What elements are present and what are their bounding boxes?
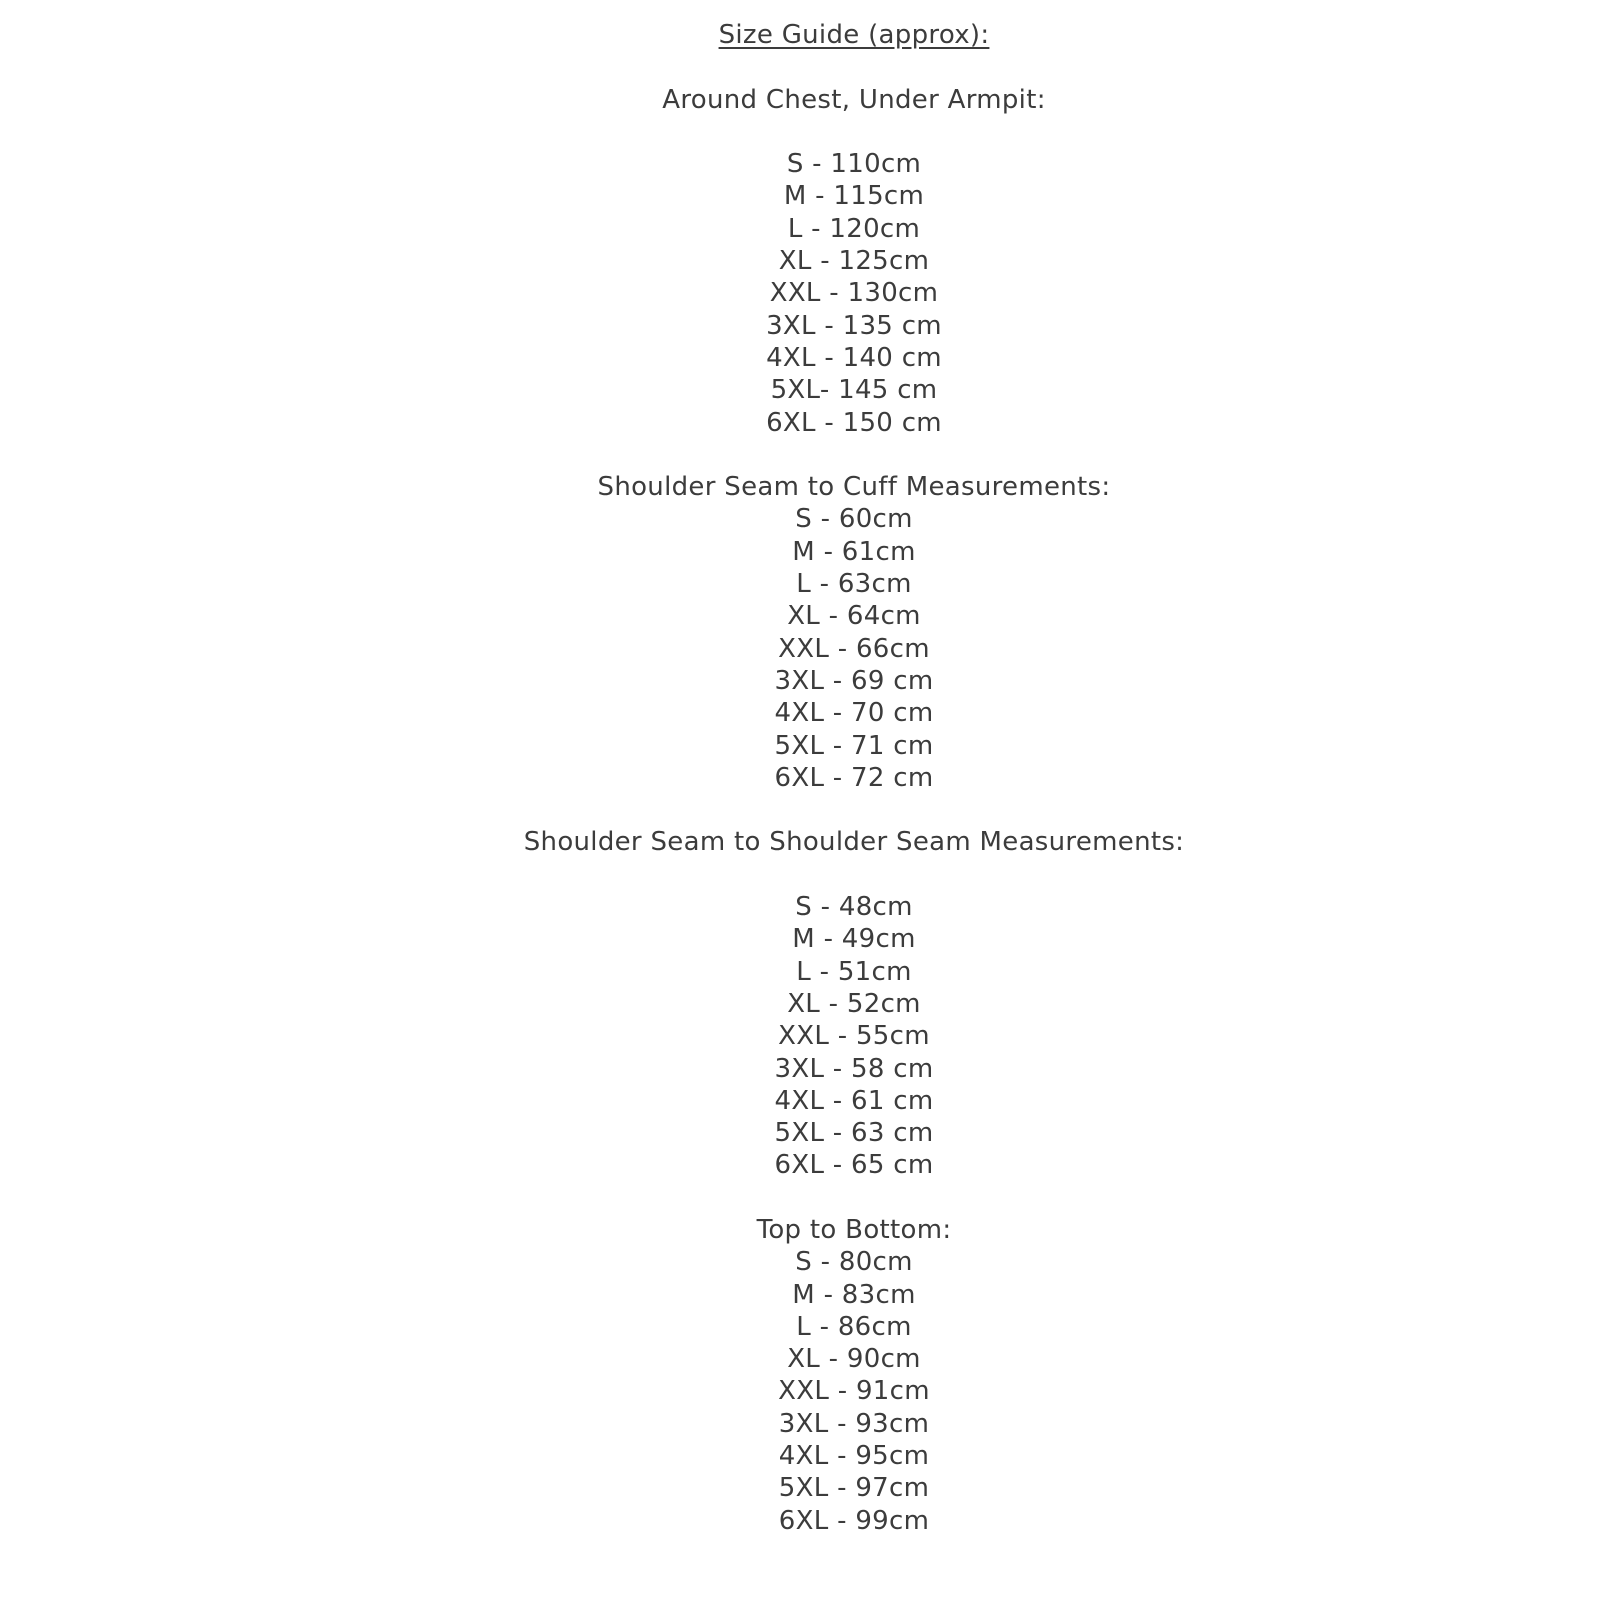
- section-around-chest: [108, 84, 1600, 439]
- size-entry: L - 86cm: [796, 1311, 912, 1342]
- section-heading: Shoulder Seam to Cuff Measurements:: [597, 472, 1111, 503]
- section-shoulder-to-cuff: [108, 471, 1600, 794]
- section-top-to-bottom: [108, 1214, 1600, 1537]
- section-heading: Around Chest, Under Armpit:: [662, 84, 1046, 115]
- size-entry: XL - 64cm: [787, 601, 921, 632]
- size-entry: XXL - 55cm: [778, 1021, 930, 1052]
- spacer: [108, 794, 1600, 826]
- size-entry: 3XL - 58 cm: [774, 1053, 934, 1084]
- size-entry: 3XL - 69 cm: [774, 665, 934, 696]
- size-entry: S - 60cm: [795, 504, 913, 535]
- size-entry: S - 110cm: [786, 149, 922, 180]
- size-list-shoulder-to-cuff: [108, 503, 1600, 794]
- size-entry: 4XL - 61 cm: [774, 1085, 934, 1116]
- size-entry: M - 115cm: [783, 181, 925, 212]
- size-entry: L - 120cm: [787, 213, 921, 244]
- spacer: [108, 51, 1600, 83]
- section-heading: Shoulder Seam to Shoulder Seam Measurements:: [523, 827, 1185, 858]
- section-shoulder-to-shoulder: [108, 826, 1600, 1181]
- size-entry: 6XL - 150 cm: [766, 407, 942, 438]
- spacer: [108, 1182, 1600, 1214]
- size-entry: 5XL - 71 cm: [774, 730, 934, 761]
- spacer: [108, 859, 1600, 891]
- size-entry: 4XL - 95cm: [778, 1441, 930, 1472]
- size-entry: 5XL - 97cm: [778, 1473, 930, 1504]
- size-entry: XL - 52cm: [787, 988, 921, 1019]
- size-entry: S - 48cm: [795, 892, 913, 923]
- size-entry: 5XL - 63 cm: [774, 1118, 934, 1149]
- size-entry: 4XL - 140 cm: [766, 342, 942, 373]
- size-entry: M - 49cm: [792, 924, 916, 955]
- size-entry: XL - 90cm: [787, 1344, 921, 1375]
- spacer: [108, 439, 1600, 471]
- size-entry: XXL - 91cm: [778, 1376, 930, 1407]
- size-list-around-chest: [108, 148, 1600, 439]
- size-entry: XXL - 66cm: [778, 633, 930, 664]
- size-entry: 6XL - 99cm: [778, 1505, 930, 1536]
- size-entry: 3XL - 93cm: [778, 1408, 930, 1439]
- size-entry: 3XL - 135 cm: [766, 310, 942, 341]
- size-entry: XL - 125cm: [778, 246, 930, 277]
- size-entry: M - 61cm: [792, 536, 916, 567]
- size-entry: 6XL - 72 cm: [774, 762, 934, 793]
- spacer: [108, 116, 1600, 148]
- size-entry: XXL - 130cm: [769, 278, 939, 309]
- page-title-text: Size Guide (approx):: [718, 20, 990, 50]
- size-entry: 6XL - 65 cm: [774, 1150, 934, 1181]
- size-entry: 4XL - 70 cm: [774, 698, 934, 729]
- size-list-shoulder-to-shoulder: [108, 891, 1600, 1182]
- size-entry: L - 63cm: [796, 569, 912, 600]
- page-title: [108, 19, 1600, 51]
- size-entry: S - 80cm: [795, 1247, 913, 1278]
- size-list-top-to-bottom: [108, 1246, 1600, 1537]
- size-entry: M - 83cm: [792, 1279, 916, 1310]
- size-entry: L - 51cm: [796, 956, 912, 987]
- size-entry: 5XL- 145 cm: [770, 375, 938, 406]
- section-heading: Top to Bottom:: [756, 1214, 952, 1245]
